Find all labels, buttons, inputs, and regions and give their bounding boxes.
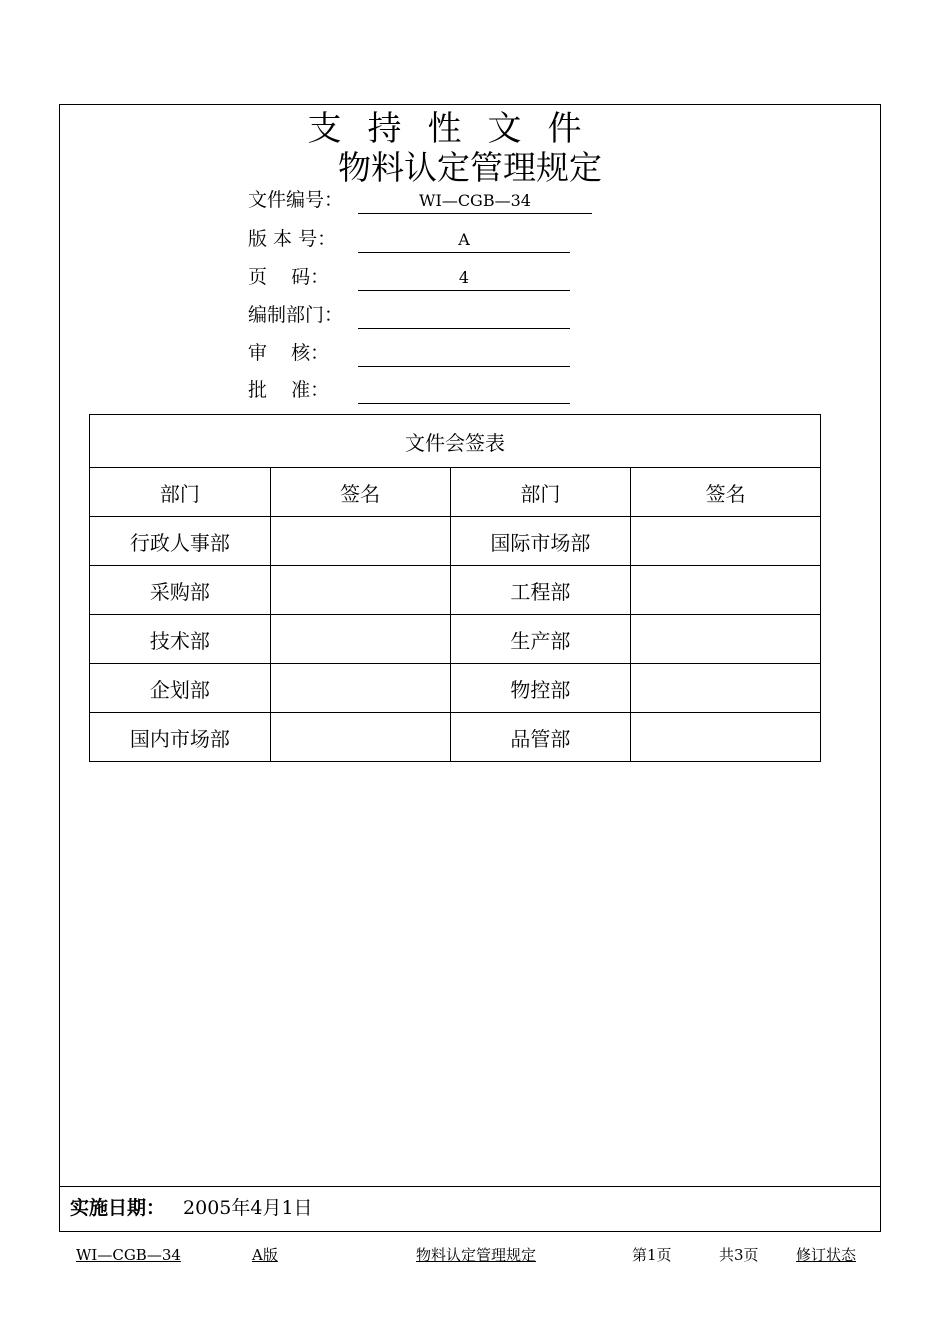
- signature-cell[interactable]: [631, 615, 821, 664]
- department-cell: 工程部: [450, 566, 631, 615]
- signature-cell[interactable]: [631, 566, 821, 615]
- meta-label: 文件编号：: [248, 189, 344, 211]
- department-cell: 采购部: [90, 566, 271, 615]
- table-row: [90, 615, 821, 664]
- meta-row-doc-number: [248, 186, 592, 214]
- signature-cell[interactable]: [270, 566, 450, 615]
- footer-page-number: 第1页: [632, 1246, 672, 1264]
- table-caption: 文件会签表: [90, 415, 821, 468]
- footer-title: 物料认定管理规定: [416, 1246, 537, 1264]
- meta-row-department: [248, 301, 570, 329]
- signature-cell[interactable]: [631, 664, 821, 713]
- meta-label: 审 核：: [248, 342, 330, 364]
- document-title: 物料认定管理规定: [338, 148, 602, 187]
- department-cell: 国际市场部: [450, 517, 631, 566]
- table-row: [90, 566, 821, 615]
- meta-label: 版 本 号：: [248, 228, 337, 250]
- page-footer: [76, 1244, 873, 1266]
- department-cell: 物控部: [450, 664, 631, 713]
- implementation-label: 实施日期：: [70, 1197, 166, 1219]
- signature-cell[interactable]: [631, 517, 821, 566]
- meta-row-page-code: [248, 263, 570, 291]
- meta-row-review: [248, 339, 570, 367]
- table-header-row: [90, 468, 821, 517]
- column-header: 部门: [90, 468, 271, 517]
- meta-value: [358, 379, 570, 404]
- table-caption-row: [90, 415, 821, 468]
- meta-label: 批 准：: [248, 379, 330, 401]
- meta-row-approve: [248, 376, 570, 404]
- countersign-table: [89, 414, 821, 762]
- meta-value: [358, 342, 570, 367]
- meta-label: 页 码：: [248, 266, 330, 288]
- signature-cell[interactable]: [270, 664, 450, 713]
- signature-cell[interactable]: [270, 615, 450, 664]
- department-cell: 生产部: [450, 615, 631, 664]
- meta-row-version: [248, 225, 570, 253]
- table-row: [90, 713, 821, 762]
- implementation-date: 2005年4月1日: [183, 1197, 313, 1219]
- column-header: 签名: [631, 468, 821, 517]
- footer-doc-number: WI—CGB—34: [76, 1246, 181, 1264]
- table-row: [90, 664, 821, 713]
- footer-version: A版: [252, 1246, 278, 1264]
- meta-value: 4: [358, 266, 570, 291]
- implementation-divider: [59, 1186, 881, 1187]
- department-cell: 技术部: [90, 615, 271, 664]
- footer-revision-status: 修订状态: [796, 1246, 857, 1264]
- meta-value: A: [358, 228, 570, 253]
- department-cell: 行政人事部: [90, 517, 271, 566]
- signature-cell[interactable]: [270, 713, 450, 762]
- meta-value: [358, 304, 570, 329]
- department-cell: 国内市场部: [90, 713, 271, 762]
- signature-cell[interactable]: [631, 713, 821, 762]
- column-header: 签名: [270, 468, 450, 517]
- table-row: [90, 517, 821, 566]
- department-cell: 企划部: [90, 664, 271, 713]
- meta-value: WI—CGB—34: [358, 189, 592, 214]
- column-header: 部门: [450, 468, 631, 517]
- signature-cell[interactable]: [270, 517, 450, 566]
- implementation-date-line: [70, 1194, 313, 1222]
- footer-page-total: 共3页: [719, 1246, 759, 1264]
- meta-label: 编制部门：: [248, 304, 344, 326]
- department-cell: 品管部: [450, 713, 631, 762]
- document-type-title: 支持性文件: [307, 109, 608, 149]
